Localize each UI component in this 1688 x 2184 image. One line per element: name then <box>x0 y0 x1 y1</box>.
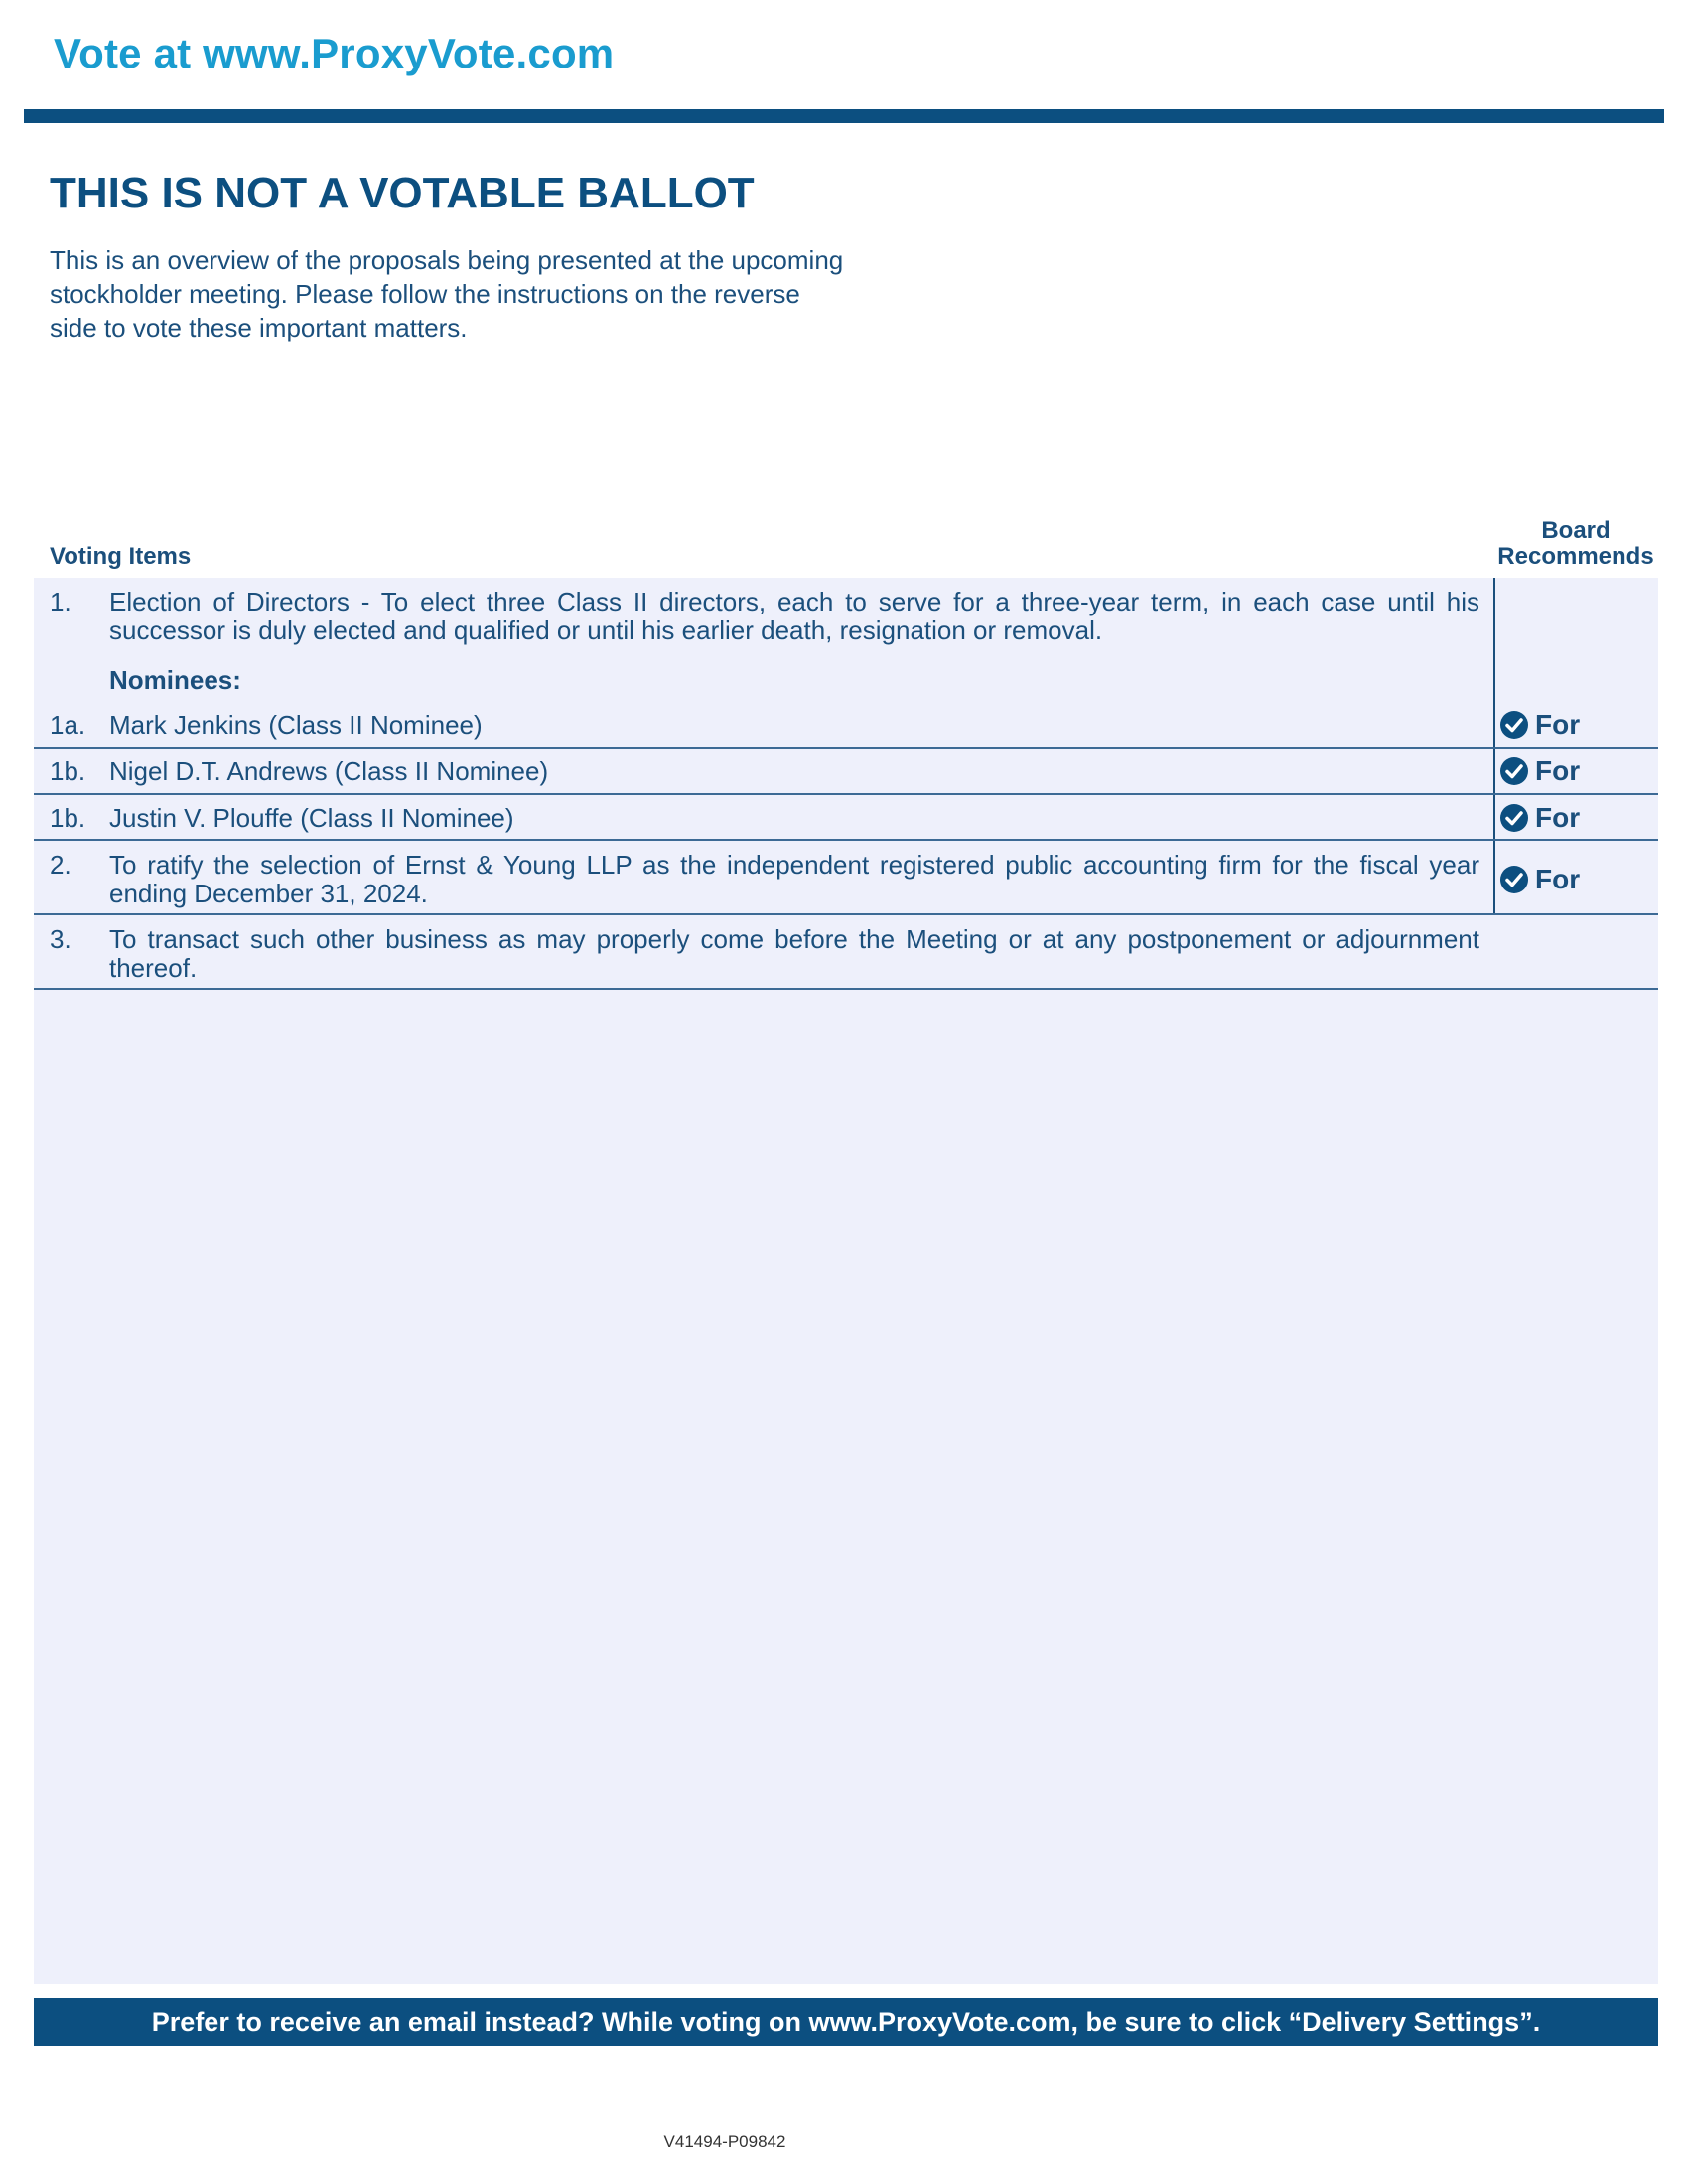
item-text: Justin V. Plouffe (Class II Nominee) <box>109 803 514 833</box>
row-divider <box>34 988 1658 990</box>
board-recommendation <box>1499 864 1580 895</box>
board-column-divider <box>1493 578 1495 913</box>
item-text: Nigel D.T. Andrews (Class II Nominee) <box>109 756 549 786</box>
page-title: THIS IS NOT A VOTABLE BALLOT <box>50 169 755 217</box>
nominees-label: Nominees: <box>109 665 241 695</box>
check-circle-icon <box>1499 710 1529 740</box>
item-text: Election of Directors - To elect three Class II directors, each to serve for a three-year term, in each case until his successor is duly elected and qualified or until his earlier death, resignation or removal. <box>109 587 1479 645</box>
voting-items-panel <box>34 578 1658 1984</box>
voting-items-header: Voting Items <box>50 543 192 570</box>
check-circle-icon <box>1499 803 1529 833</box>
check-circle-icon <box>1499 865 1529 894</box>
item-number: 3. <box>50 924 71 954</box>
board-recommendation <box>1499 755 1580 787</box>
delivery-settings-text: Prefer to receive an email instead? While voting on www.ProxyVote.com, be sure to click “Delivery Settings”. <box>151 2006 1541 2037</box>
recommendation-label: For <box>1535 755 1581 786</box>
recommendation-label: For <box>1535 802 1581 833</box>
item-text: To ratify the selection of Ernst & Young LLP as the independent registered public accounting firm for the fiscal year ending December 31, 2024. <box>109 850 1479 908</box>
recommendation-label: For <box>1535 709 1581 740</box>
item-text: Mark Jenkins (Class II Nominee) <box>109 710 483 740</box>
board-recommendation <box>1499 709 1580 741</box>
item-number: 1a. <box>50 710 86 740</box>
row-divider <box>34 913 1658 915</box>
check-circle-icon <box>1499 756 1529 786</box>
item-number: 1b. <box>50 803 86 833</box>
row-divider <box>34 793 1658 795</box>
document-code: V41494-P09842 <box>663 2132 786 2151</box>
vote-header: Vote at www.ProxyVote.com <box>54 30 615 76</box>
row-divider <box>34 839 1658 841</box>
delivery-settings-banner <box>34 1998 1658 2046</box>
item-text: To transact such other business as may properly come before the Meeting or at any postponement or adjournment thereof. <box>109 924 1479 983</box>
board-header-line1: Board <box>1541 517 1611 544</box>
item-number: 1. <box>50 587 71 616</box>
board-recommendation <box>1499 802 1580 834</box>
item-number: 1b. <box>50 756 86 786</box>
row-divider <box>34 747 1658 749</box>
board-recommends-header <box>1493 518 1658 570</box>
recommendation-label: For <box>1535 864 1581 894</box>
header-rule <box>24 109 1664 123</box>
item-number: 2. <box>50 850 71 880</box>
intro-text: This is an overview of the proposals being presented at the upcoming stockholder meeting. Please follow the instructions on the reverse side to vote these important matters. <box>50 245 844 342</box>
board-header-line2: Recommends <box>1497 543 1654 570</box>
